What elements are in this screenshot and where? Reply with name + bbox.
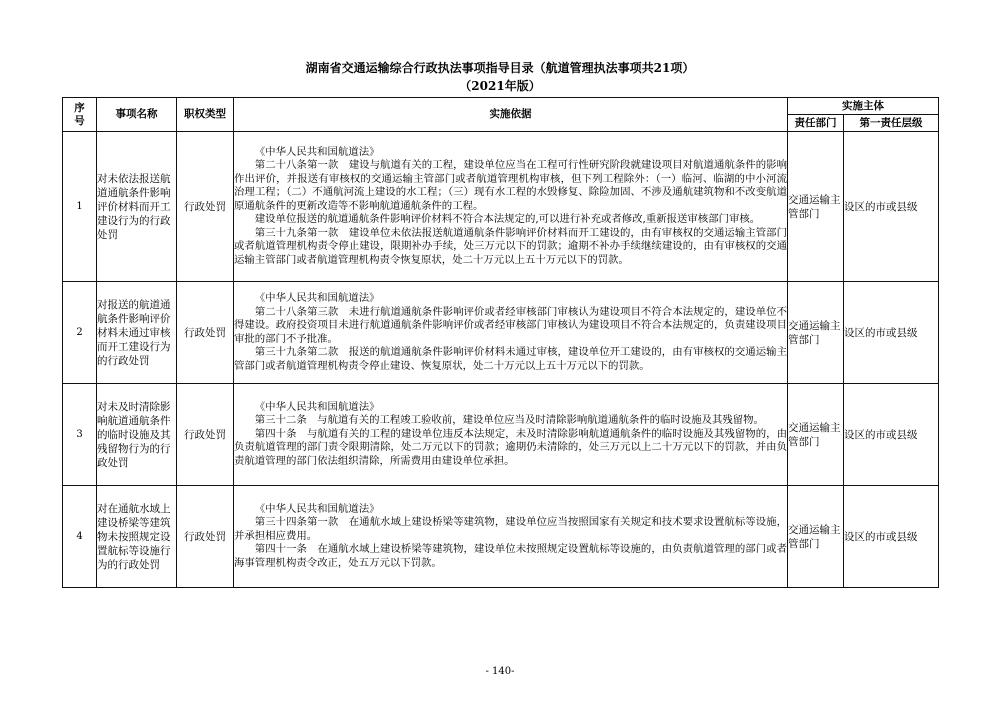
row-legal-basis [234,384,788,486]
basis-paragraph: 第四十条 与航道有关的工程的建设单位违反本法规定，未及时清除影响航道通航条件的临时设施及其残留物的，由负责航道管理的部门责令限期清除，处二万元以下的罚款；逾期仍未清除的，处三万元以上二十万元以下的罚款，并由负责航道管理的部门依法组织清除，所需费用由建设单位承担。 [234,427,787,467]
enforcement-items-table [62,97,939,588]
row-item-name: 对未依法报送航道通航条件影响评价材料而开工建设行为的行政处罚 [97,132,177,282]
row-responsible-dept: 交通运输主管部门 [788,486,844,588]
table-row [63,486,939,588]
basis-paragraph: 第三十四条第一款 在通航水域上建设桥梁等建筑物，建设单位应当按照国家有关规定和技术要求设置航标等设施，并承担相应费用。 [234,516,787,542]
row-authority-type: 行政处罚 [177,486,234,588]
table-row [63,384,939,486]
basis-paragraph: 第二十八条第一款 建设与航道有关的工程，建设单位应当在工程可行性研究阶段就建设项目对航道通航条件的影响作出评价，并报送有审核权的交通运输主管部门或者航道管理机构审核，但下列工程除外：（一）临河、临湖的中小河流治理工程；（二）不通航河流上建设的水工程；（三）现有水工程的水毁修复、除险加固、不涉及通航建筑物和不改变航道原通航条件的更新改造等不影响航道通航条件的工程。 [234,159,787,212]
header-implementing-body: 实施主体 [788,98,939,115]
header-authority-type: 职权类型 [177,98,234,132]
basis-paragraph: 第四十一条 在通航水域上建设桥梁等建筑物，建设单位未按照规定设置航标等设施的，由负责航道管理的部门或者海事管理机构责令改正，处五万元以下罚款。 [234,543,787,569]
header-first-responsible-level: 第一责任层级 [844,115,939,132]
header-seq [63,98,97,132]
basis-paragraph: 第三十九条第二款 报送的航道通航条件影响评价材料未通过审核，建设单位开工建设的，由有审核权的交通运输主管部门或者航道管理机构责令停止建设、恢复原状，处二十万元以上五十万元以下的罚款。 [234,346,787,372]
row-item-name: 对报送的航道通航条件影响评价材料未通过审核而开工建设行为的行政处罚 [97,282,177,384]
table-header-row [63,98,939,115]
document-subtitle: （2021年版） [459,79,541,93]
row-seq: 4 [63,486,97,588]
row-item-name: 对未及时清除影响航道通航条件的临时设施及其残留物行为的行政处罚 [97,384,177,486]
basis-paragraph: 第三十二条 与航道有关的工程竣工验收前，建设单位应当及时清除影响航道通航条件的临时设施及其残留物。 [254,414,764,427]
row-responsible-level: 设区的市或县级 [844,384,939,486]
header-seq-label: 序号 [74,101,85,127]
basis-paragraph: 第二十八条第三款 未进行航道通航条件影响评价或者经审核部门审核认为建设项目不符合本法规定的，建设单位不得建设。政府投资项目未进行航道通航条件影响评价或者经审核部门审核认为建设项目不符合本法规定的，负责建设项目审批的部门不予批准。 [234,305,787,345]
row-seq: 3 [63,384,97,486]
row-responsible-dept: 交通运输主管部门 [788,282,844,384]
table-row [63,132,939,282]
row-responsible-dept: 交通运输主管部门 [788,384,844,486]
row-item-name: 对在通航水域上建设桥梁等建筑物未按照规定设置航标等设施行为的行政处罚 [97,486,177,588]
basis-paragraph: 《中华人民共和国航道法》 [254,292,380,304]
row-seq: 2 [63,282,97,384]
table-row [63,282,939,384]
header-responsible-dept: 责任部门 [788,115,844,132]
basis-paragraph: 《中华人民共和国航道法》 [254,145,380,158]
row-seq: 1 [63,132,97,282]
row-responsible-dept: 交通运输主管部门 [788,132,844,282]
row-legal-basis [234,486,788,588]
row-authority-type: 行政处罚 [177,282,234,384]
basis-paragraph: 《中华人民共和国航道法》 [254,400,380,413]
document-title: 湖南省交通运输综合行政执法事项指导目录（航道管理执法事项共21项） [305,61,695,75]
basis-paragraph: 建设单位报送的航道通航条件影响评价材料不符合本法规定的,可以进行补充或者修改,重新报送审核部门审核。 [254,213,761,226]
row-authority-type: 行政处罚 [177,132,234,282]
header-item-name: 事项名称 [97,98,177,132]
header-legal-basis: 实施依据 [234,98,788,132]
row-authority-type: 行政处罚 [177,384,234,486]
row-responsible-level: 设区的市或县级 [844,282,939,384]
basis-paragraph: 《中华人民共和国航道法》 [254,502,380,515]
page-number: - 140- [485,666,515,677]
row-legal-basis [234,282,788,384]
row-responsible-level: 设区的市或县级 [844,486,939,588]
basis-paragraph: 第三十九条第一款 建设单位未依法报送航道通航条件影响评价材料而开工建设的，由有审核权的交通运输主管部门或者航道管理机构责令停止建设，限期补办手续，处三万元以下的罚款；逾期不补办手续继续建设的，由有审核权的交通运输主管部门或者航道管理机构责令恢复原状，处二十万元以上五十万元以下的罚款。 [234,226,787,266]
row-responsible-level: 设区的市或县级 [844,132,939,282]
row-legal-basis [234,132,788,282]
